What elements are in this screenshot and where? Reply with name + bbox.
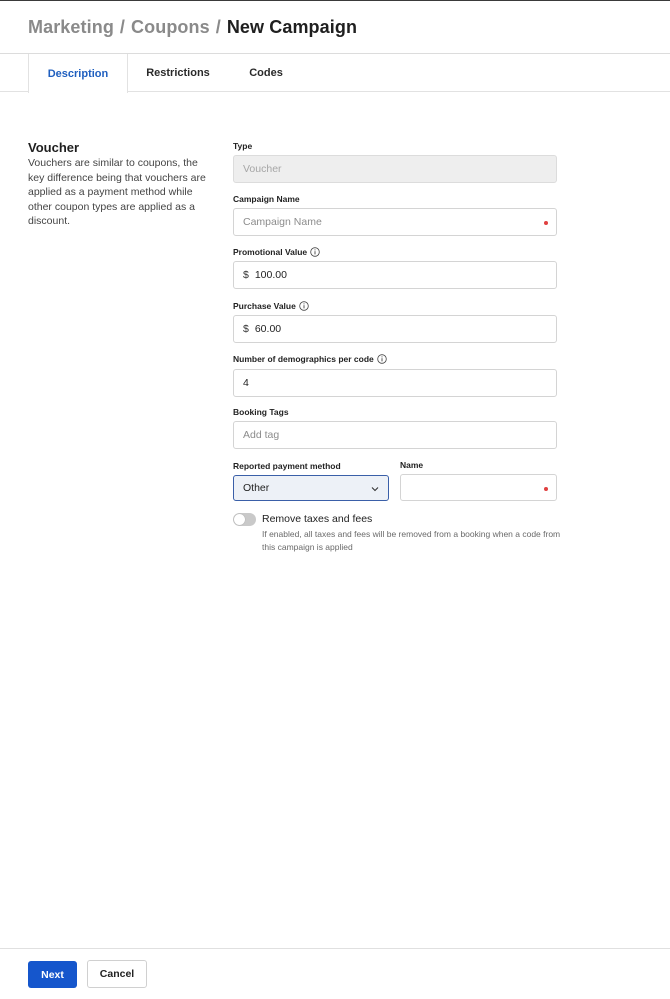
demographics-label-text: Number of demographics per code [233,354,374,364]
breadcrumb-coupons[interactable]: Coupons [131,17,210,37]
section-title: Voucher [28,140,80,155]
promotional-value-label-text: Promotional Value [233,247,308,257]
purchase-value: 60.00 [254,323,282,335]
booking-tags-label-text: Booking Tags [233,407,289,417]
campaign-name-input[interactable] [233,208,557,236]
type-field [233,155,557,183]
type-label-text: Type [233,141,253,151]
name-label-text: Name [400,460,424,470]
tab-bar [0,54,670,92]
name-input[interactable] [400,474,557,501]
campaign-name-placeholder: Campaign Name [243,216,322,228]
promotional-value: 100.00 [254,269,287,281]
booking-tags-input[interactable] [233,421,557,449]
payment-method-label [233,461,341,471]
booking-tags-label [233,407,289,417]
payment-method-label-text: Reported payment method [233,461,341,471]
payment-method-value: Other [243,482,270,494]
info-icon[interactable] [377,354,387,364]
page-header [0,0,670,54]
next-button[interactable]: Next [28,961,77,988]
booking-tags-placeholder: Add tag [243,429,280,441]
remove-taxes-toggle[interactable] [233,513,256,526]
breadcrumb-marketing[interactable]: Marketing [28,17,114,37]
type-value: Voucher [243,163,282,175]
currency-prefix: $ [243,269,249,281]
promotional-value-label [233,247,320,257]
demographics-input[interactable] [233,369,557,397]
remove-taxes-help: If enabled, all taxes and fees will be removed from a booking when a code from this campaign is applied [262,529,561,552]
breadcrumb [28,17,357,38]
tab-codes[interactable]: Codes [249,67,283,79]
required-indicator [544,221,548,225]
breadcrumb-separator: / [119,17,126,37]
campaign-name-label-text: Campaign Name [233,194,300,204]
demographics-label [233,354,387,364]
chevron-down-icon [370,484,380,494]
campaign-name-label [233,194,300,204]
demographics-value: 4 [243,377,249,389]
tab-restrictions[interactable]: Restrictions [146,67,210,79]
remove-taxes-label: Remove taxes and fees [262,513,373,525]
info-icon[interactable] [299,301,309,311]
promotional-value-input[interactable] [233,261,557,289]
section-description: Vouchers are similar to coupons, the key difference being that vouchers are applied as a payment method while other coupon types are applied as a discount. [28,157,206,228]
cancel-button[interactable]: Cancel [87,960,147,988]
name-label [400,460,423,470]
info-icon[interactable] [310,247,320,257]
breadcrumb-separator: / [215,17,221,37]
type-label [233,141,252,151]
purchase-value-label-text: Purchase Value [233,301,296,311]
page-title: New Campaign [226,17,358,37]
purchase-value-input[interactable] [233,315,557,343]
required-indicator [544,487,548,491]
purchase-value-label [233,301,309,311]
currency-prefix: $ [243,323,249,335]
toggle-knob [234,514,245,525]
payment-method-select[interactable] [233,475,389,501]
tab-description[interactable]: Description [28,54,128,93]
